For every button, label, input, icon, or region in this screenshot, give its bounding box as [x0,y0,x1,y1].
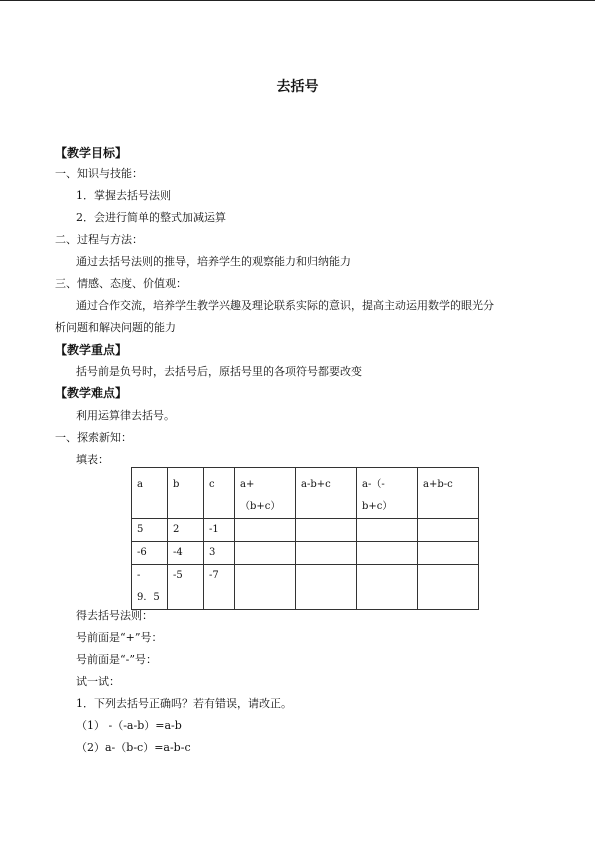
minus-rule: 号前面是“-”号： [76,653,157,666]
key-point-text: 括号前是负号时，去括号后，原括号里的各项符号都要改变 [76,365,362,378]
question-1-part-2: （2）a-（b-c）=a-b-c [76,741,191,754]
heading-teaching-goals: 【教学目标】 [55,146,128,160]
table-cell-blank[interactable] [296,519,357,542]
table-cell: -7 [204,565,235,610]
table-cell-blank[interactable] [296,542,357,565]
process-heading: 二、过程与方法： [55,233,143,246]
table-cell-blank[interactable] [235,542,296,565]
plus-rule: 号前面是“+”号： [76,631,163,644]
page-title: 去括号 [276,79,319,95]
table-cell: -6 [132,542,168,565]
table-header-cell: a [132,468,168,519]
table-header-cell: c [204,468,235,519]
knowledge-item-2: 2．会进行简单的整式加减运算 [76,211,226,224]
try-label: 试一试： [76,675,120,688]
emotion-heading: 三、情感、态度、价值观： [55,277,187,290]
table-cell-blank[interactable] [235,519,296,542]
difficulty-text: 利用运算律去括号。 [76,409,175,422]
table-header-cell: a+ （b+c） [235,468,296,519]
table-cell-blank[interactable] [357,542,418,565]
table-header-cell: a+b-c [418,468,479,519]
table-cell-blank[interactable] [357,565,418,610]
fill-in-table [131,467,479,610]
table-cell-blank[interactable] [357,519,418,542]
table-cell: 2 [168,519,204,542]
table-header-cell: a-b+c [296,468,357,519]
table-cell: -5 [168,565,204,610]
emotion-text-line-1: 通过合作交流，培养学生教学兴趣及理论联系实际的意识，提高主动运用数学的眼光分 [76,299,494,312]
heading-difficulty: 【教学难点】 [55,386,128,400]
table-cell-blank[interactable] [418,519,479,542]
table-row [132,565,479,610]
question-1: 1．下列去括号正确吗？若有错误，请改正。 [76,697,292,710]
table-cell-blank[interactable] [235,565,296,610]
emotion-text-line-2: 析问题和解决问题的能力 [55,321,176,334]
table-cell-blank[interactable] [418,542,479,565]
question-1-part-1: （1） -（-a-b）=a-b [76,719,182,732]
header-rule [0,0,595,1]
table-row [132,542,479,565]
table-cell: -1 [204,519,235,542]
process-text: 通过去括号法则的推导，培养学生的观察能力和归纳能力 [76,255,351,268]
heading-key-point: 【教学重点】 [55,343,128,357]
table-cell-blank[interactable] [296,565,357,610]
table-cell: 3 [204,542,235,565]
table-cell: -4 [168,542,204,565]
table-cell: - 9．5 [132,565,168,610]
table-header-row [132,468,479,519]
table-cell-blank[interactable] [418,565,479,610]
explore-heading: 一、探索新知： [55,431,132,444]
table-cell: 5 [132,519,168,542]
table-header-cell: a-（- b+c） [357,468,418,519]
table-row [132,519,479,542]
fill-table-label: 填表： [76,453,109,466]
table-header-cell: b [168,468,204,519]
knowledge-heading: 一、知识与技能： [55,167,143,180]
knowledge-item-1: 1．掌握去括号法则 [76,189,171,202]
rule-label: 得去括号法则： [76,609,153,622]
